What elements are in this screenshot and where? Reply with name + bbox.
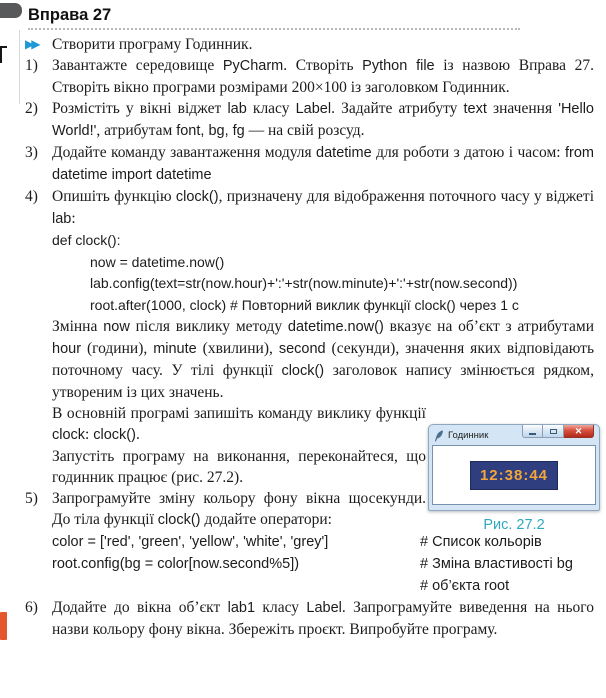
minimize-icon (529, 433, 536, 435)
header-divider (28, 28, 520, 30)
item-text: Розмістіть у вікні віджет lab класу Label. Задайте атрибуту text значення 'Hello World!', атрибутам font, bg, fg — на свій розсуд. (52, 100, 594, 139)
window-bottom-frame (429, 505, 599, 510)
item4-code-block (52, 230, 594, 316)
app-window-screenshot (428, 424, 600, 511)
item4-explanation: Змінна now після виклику методу datetime.now() вказує на об’єкт з атрибутами hour (години), minute (хвилини), second (секунди), значення яких відповідають поточному часу. У тілі функції clock() заголовок напису змінюється рядком, утвореним із цих значень. (52, 318, 595, 401)
list-item-3 (25, 142, 596, 186)
task-statement (25, 34, 596, 55)
code-line: root.config(bg = color[now.second%5]) (52, 556, 300, 572)
item-number: 2) (25, 100, 38, 117)
window-title: Годинник (448, 430, 489, 441)
code-line: lab.config(text=str(now.hour)+':'+str(now.minute)+':'+str(now.second)) (90, 275, 518, 291)
maximize-icon (550, 429, 557, 434)
close-icon: ✕ (574, 425, 583, 436)
figure-27-2 (428, 424, 600, 536)
list-item-1 (25, 55, 596, 98)
item-number: 3) (25, 144, 38, 161)
close-button (564, 425, 594, 438)
maximize-button (543, 425, 564, 438)
code-comment: # Зміна властивості bg (420, 556, 573, 572)
code-line: root.after(1000, clock) # Повторний виклик функції clock() через 1 с (90, 296, 519, 313)
item-text: Завантажте середовище PyCharm. Створіть Python file із назвою Вправа 27. Створіть вікно програми розмірами 200×100 із заголовком Годинник. (52, 57, 594, 96)
window-titlebar (429, 425, 599, 445)
item4-intro: Опишіть функцію clock(), призначену для відображення поточного часу у віджеті lab: (52, 188, 595, 227)
window-client-area (432, 445, 596, 505)
task-text: Створити програму Годинник. (52, 36, 253, 53)
code-comment: # Список кольорів (420, 534, 542, 550)
code-comment: # об’єкта root (420, 578, 510, 594)
figure-caption: Рис. 27.2 (483, 517, 545, 533)
code-line: color = ['red', 'green', 'yellow', 'white', 'grey'] (52, 534, 329, 550)
item-number: 1) (25, 57, 38, 74)
exercise-title: Вправа 27 (28, 6, 112, 24)
window-caption-buttons (522, 425, 594, 438)
item4-main-program: В основній програмі запишіть команду виклику функції clock: clock(). (52, 405, 426, 443)
list-item-6 (25, 597, 596, 640)
item-text: Додайте команду завантаження модуля datetime для роботи з датою і часом: from datetime import datetime (52, 144, 594, 183)
code-row (52, 553, 594, 575)
list-item-2 (25, 98, 596, 142)
clock-label: 12:38:44 (470, 461, 558, 490)
code-line (52, 575, 420, 597)
item-number: 4) (25, 188, 38, 205)
code-line: def clock(): (52, 232, 121, 248)
item-text: Додайте до вікна об’єкт lab1 класу Label. Запрограмуйте виведення на нього назви кольору фону вікна. Збережіть проєкт. Випробуйте програму. (52, 599, 594, 638)
item-number: 6) (25, 599, 38, 616)
minimize-button (522, 425, 543, 438)
item5-intro: Запрограмуйте зміну кольору фону вікна щосекунди. До тіла функції clock() додайте оператори: (52, 490, 426, 528)
python-icon (434, 430, 444, 442)
double-arrow-icon: ▶▶ (25, 37, 38, 51)
code-line: now = datetime.now() (90, 253, 225, 270)
item4-run-note: Запустіть програму на виконання, переконайтеся, що годинник працює (рис. 27.2). (52, 448, 426, 486)
code-row (52, 575, 594, 597)
item-number: 5) (25, 490, 38, 507)
